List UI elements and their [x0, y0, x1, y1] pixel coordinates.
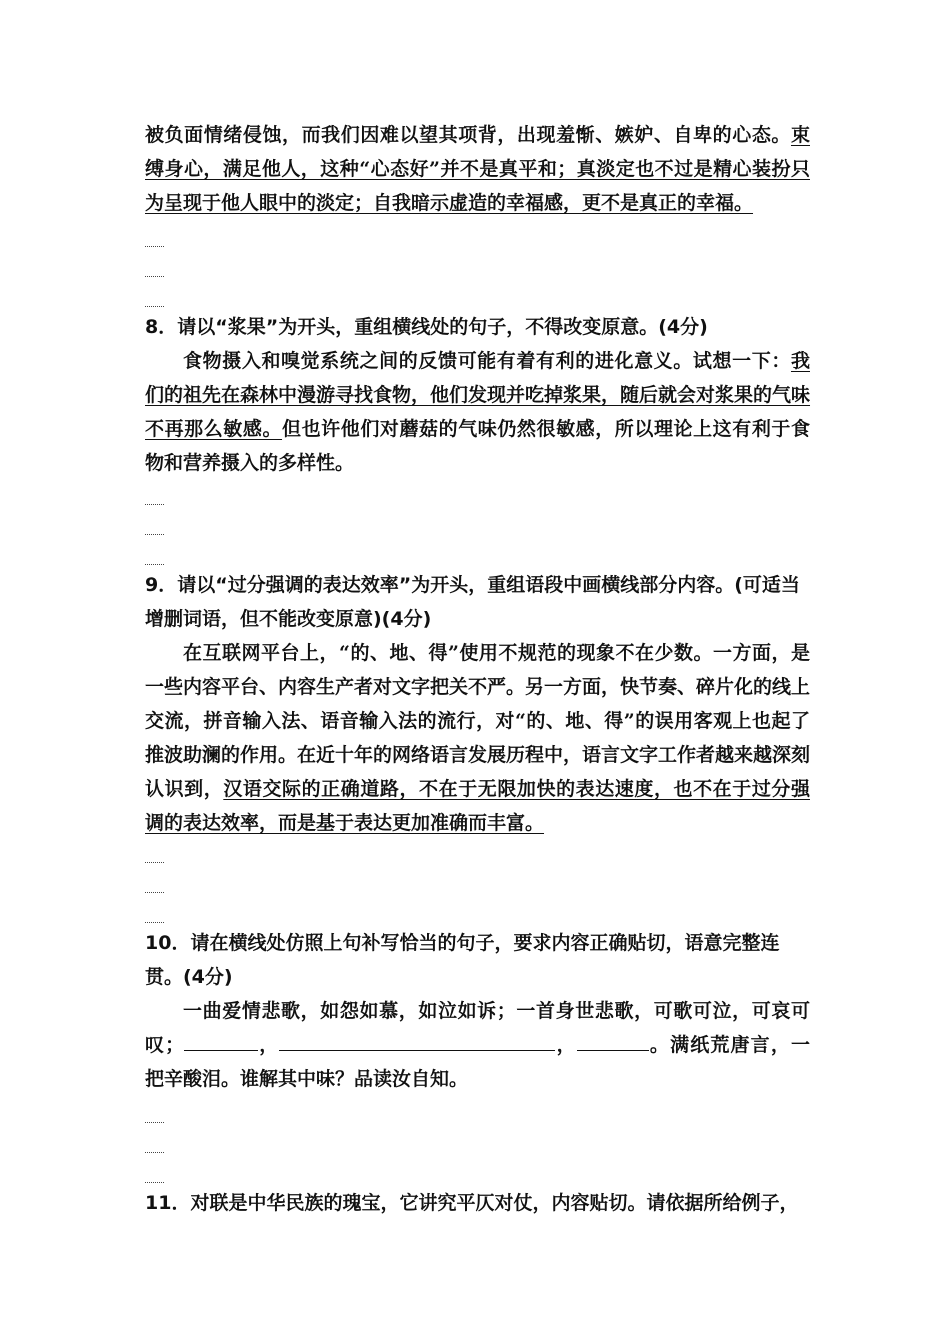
q10-separator: ，: [555, 1034, 577, 1056]
fill-blank-1[interactable]: [184, 1032, 258, 1051]
question-10-title: 10．请在横线处仿照上句补写恰当的句子，要求内容正确贴切，语意完整连贯。(4分): [145, 932, 780, 988]
answer-space-9: [145, 838, 810, 928]
answer-dots: [145, 504, 164, 506]
q9-lead-text: 在互联网平台上，“的、地、得”使用不规范的现象不在少数。一方面，是一些内容平台、内容生产者对文字把关不严。另一方面，快节奏、碎片化的线上交流，拼音输入法、语音输入法的流行，对“的、地、得”的误用客观上也起了推波助澜的作用。在近十年的网络语言发展历程中，语言文字工作者越来越深刻认识到，: [145, 642, 811, 800]
question-9-title: 9．请以“过分强调的表达效率”为开头，重组语段中画横线部分内容。(可适当增删词语，但不能改变原意)(4分): [145, 574, 800, 630]
question-11: [145, 1186, 810, 1220]
answer-dots: [145, 564, 164, 566]
question-11-title: 11．对联是中华民族的瑰宝，它讲究平仄对仗，内容贴切。请依据所给例子，: [145, 1192, 799, 1214]
question-9: [145, 568, 810, 840]
answer-dots: [145, 534, 164, 536]
answer-dots: [145, 1152, 164, 1154]
q8-lead-text: 食物摄入和嗅觉系统之间的反馈可能有着有利的进化意义。试想一下：: [183, 350, 791, 372]
question-9-passage: [145, 636, 810, 840]
answer-dots: [145, 892, 164, 894]
fill-blank-3[interactable]: [577, 1032, 649, 1051]
q9-underlined-text: 汉语交际的正确道路，不在于无限加快的表达速度，也不在于过分强调的表达效率，而是基于表达更加准确而丰富。: [145, 778, 810, 834]
question-8-title: 8．请以“浆果”为开头，重组横线处的句子，不得改变原意。(4分): [145, 316, 708, 338]
passage-paragraph: [145, 118, 810, 220]
answer-dots: [145, 306, 164, 308]
q8-tail-text: 但也许他们对蘑菇的气味仍然很敏感，所以理论上这有利于食物和营养摄入的多样性。: [145, 418, 810, 474]
question-8: [145, 310, 810, 480]
answer-space-1: [145, 222, 810, 312]
question-10-passage: [145, 994, 810, 1096]
answer-dots: [145, 276, 164, 278]
q10-separator: ，: [258, 1034, 280, 1056]
answer-dots: [145, 1182, 164, 1184]
q10-lead-text: 一曲爱情悲歌，如怨如慕，如泣如诉；一首身世悲歌，可歌可泣，可哀可叹；: [145, 1000, 810, 1056]
underlined-sentence: 束缚身心，满足他人，这种“心态好”并不是真平和；真淡定也不过是精心装扮只为呈现于他人眼中的淡定；自我暗示虚造的幸福感，更不是真正的幸福。: [145, 124, 810, 214]
q10-tail-text: 。满纸荒唐言，一把辛酸泪。谁解其中味？品读汝自知。: [145, 1034, 810, 1090]
passage-continuation: [145, 118, 810, 220]
question-8-passage: [145, 344, 810, 480]
answer-space-10: [145, 1098, 810, 1188]
answer-dots: [145, 246, 164, 248]
q8-underlined-text: 我们的祖先在森林中漫游寻找食物，他们发现并吃掉浆果，随后就会对浆果的气味不再那么敏感。: [145, 350, 811, 440]
passage-lead-text: 被负面情绪侵蚀，而我们因难以望其项背，出现羞惭、嫉妒、自卑的心态。: [145, 124, 791, 146]
question-10: [145, 926, 810, 1096]
fill-blank-2[interactable]: [279, 1032, 555, 1051]
answer-dots: [145, 922, 164, 924]
answer-dots: [145, 1122, 164, 1124]
answer-dots: [145, 862, 164, 864]
answer-space-8: [145, 480, 810, 570]
